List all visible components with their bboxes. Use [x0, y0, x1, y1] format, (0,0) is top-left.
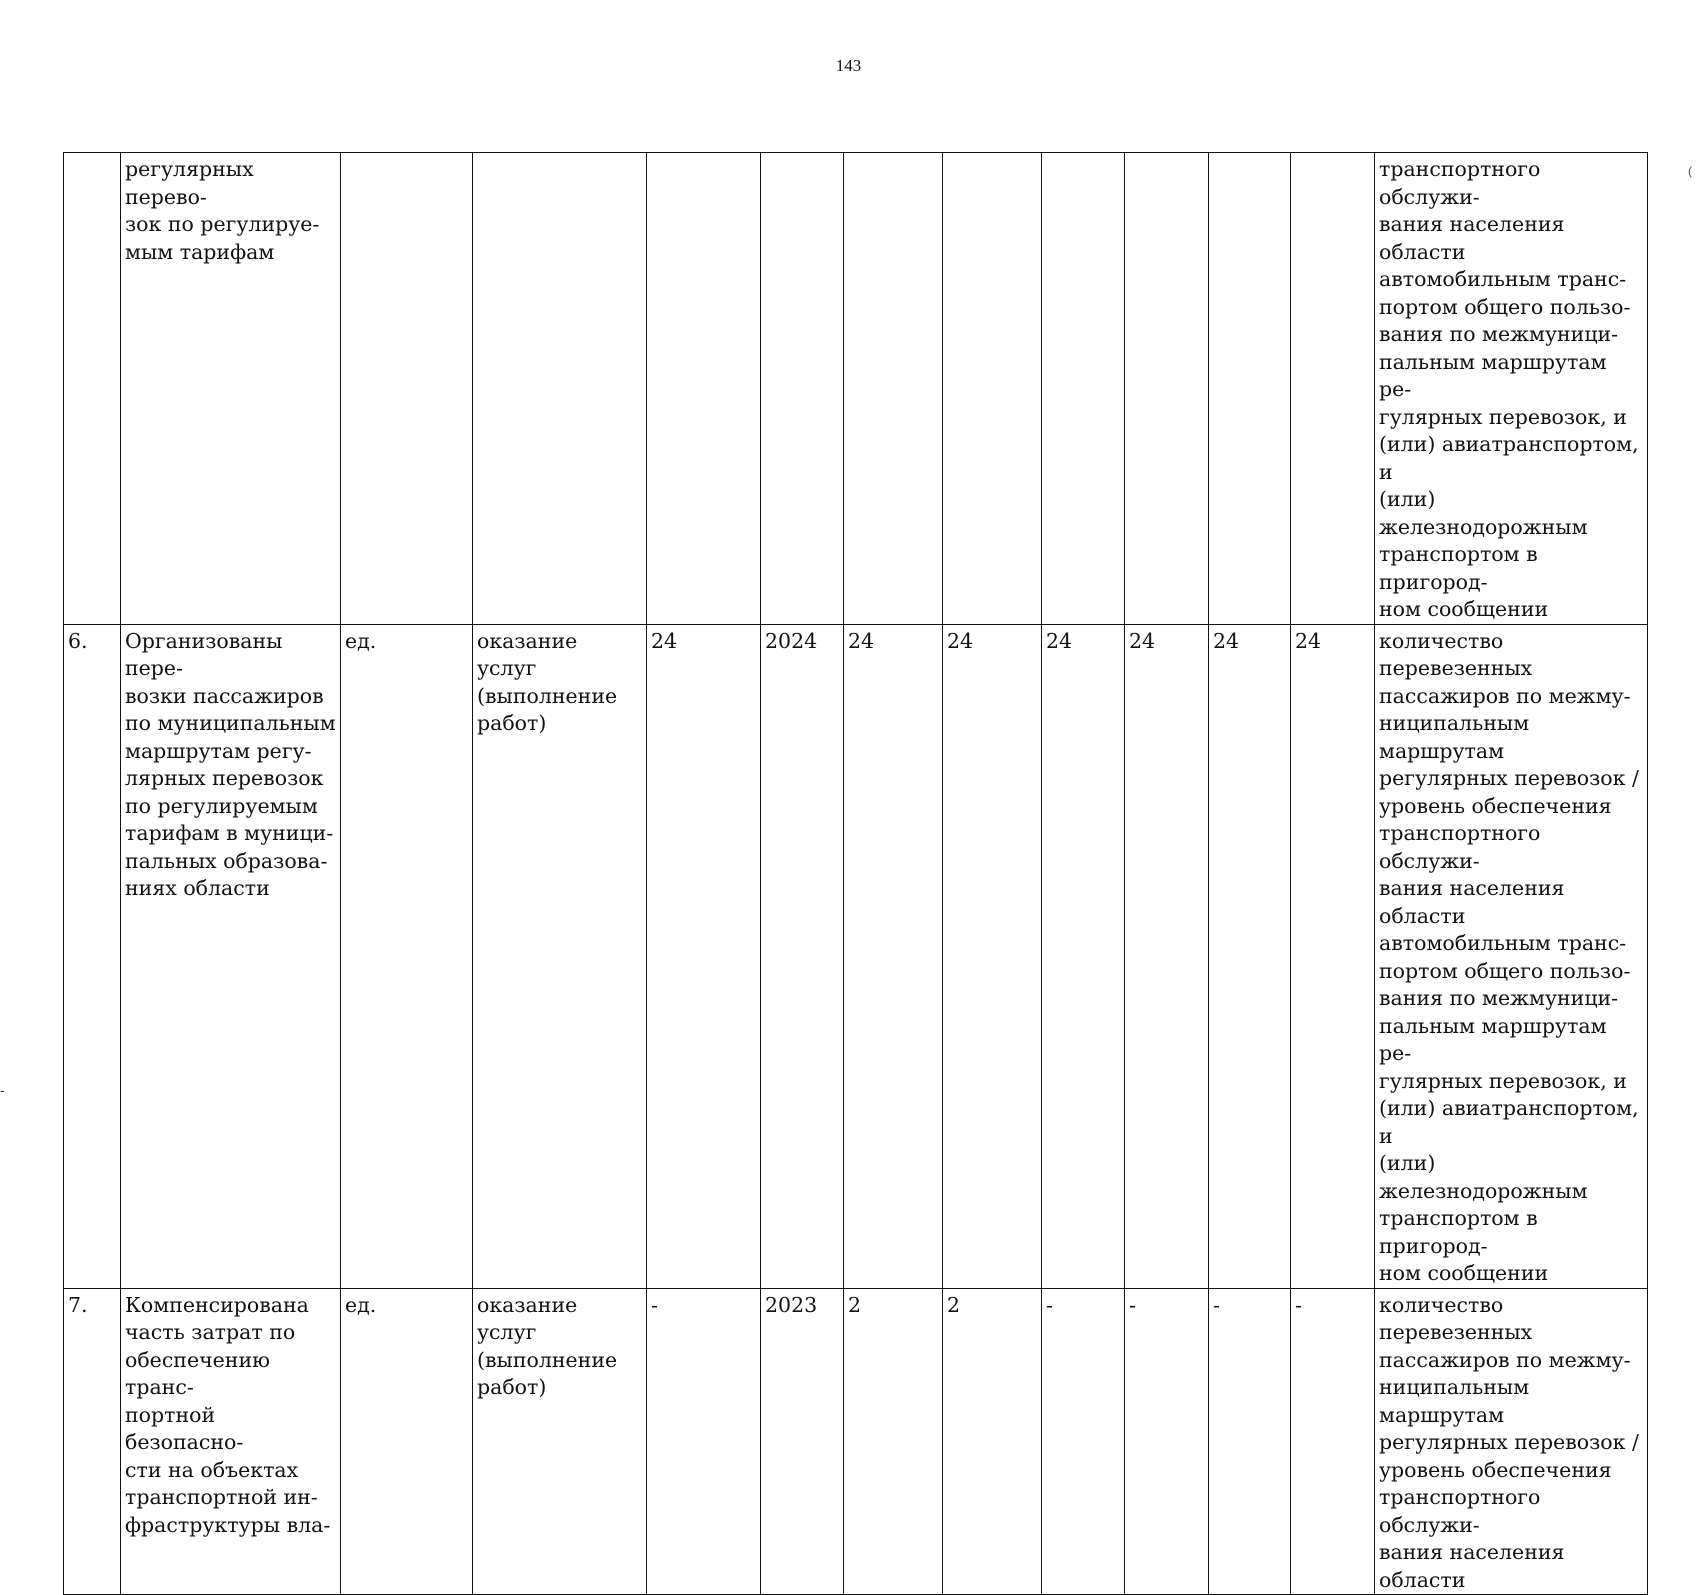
- linked-indicator-cell: транспортного обслужи- вания населения области автомобильным транс- портом общего пользо- вания по межмуници- пальным маршрутам ре- гулярных перевозок, и (или) авиатранспортом, и (или) железнодорожным транспортом в пригород- ном сообщении: [1375, 153, 1648, 625]
- table-row: [64, 153, 1648, 625]
- base-year-cell: [761, 153, 844, 625]
- margin-mark: -: [0, 1082, 5, 1098]
- value-cell-3: [1042, 153, 1125, 625]
- value-cell-1: [844, 153, 943, 625]
- result-type-cell: [473, 153, 647, 625]
- row-number-cell: 7.: [64, 1288, 121, 1595]
- value-cell-5: [1209, 153, 1291, 625]
- base-year-cell: 2023: [761, 1288, 844, 1595]
- row-number-cell: 6.: [64, 624, 121, 1288]
- page-number: 143: [835, 56, 862, 75]
- result-name-cell: Компенсирована часть затрат по обеспечению транс- портной безопасно- сти на объектах транспортной ин- фраструктуры вла-: [121, 1288, 341, 1595]
- unit-cell: ед.: [341, 624, 473, 1288]
- result-type-cell: оказание услуг (выполнение работ): [473, 624, 647, 1288]
- result-name-cell: регулярных перево- зок по регулируе- мым тарифам: [121, 153, 341, 625]
- scan-edge-mark: (: [1688, 164, 1692, 178]
- result-name-cell: Организованы пере- возки пассажиров по муниципальным маршрутам регу- лярных перевозок по регулируемым тарифам в муници- пальных образова- ниях области: [121, 624, 341, 1288]
- value-cell-4: 24: [1125, 624, 1209, 1288]
- row-number-cell: [64, 153, 121, 625]
- linked-indicator-cell: количество перевезенных пассажиров по межму- ниципальным маршрутам регулярных перевозок / уровень обеспечения транспортного обслужи- вания населения области автомобильным транс- портом общего пользо- вания по межмуници- пальным маршрутам ре- гулярных перевозок, и (или) авиатранспортом, и (или) железнодорожным транспортом в пригород- ном сообщении: [1375, 624, 1648, 1288]
- value-cell-1: 24: [844, 624, 943, 1288]
- value-cell-2: 2: [943, 1288, 1042, 1595]
- value-cell-6: [1291, 153, 1375, 625]
- table-row: [64, 1288, 1648, 1595]
- base-value-cell: -: [647, 1288, 761, 1595]
- linked-indicator-cell: количество перевезенных пассажиров по межму- ниципальным маршрутам регулярных перевозок / уровень обеспечения транспортного обслужи- вания населения области: [1375, 1288, 1648, 1595]
- indicators-table: [63, 152, 1648, 1595]
- value-cell-5: -: [1209, 1288, 1291, 1595]
- base-value-cell: 24: [647, 624, 761, 1288]
- base-value-cell: [647, 153, 761, 625]
- result-type-cell: оказание услуг (выполнение работ): [473, 1288, 647, 1595]
- value-cell-4: [1125, 153, 1209, 625]
- table-row: [64, 624, 1648, 1288]
- value-cell-2: [943, 153, 1042, 625]
- unit-cell: ед.: [341, 1288, 473, 1595]
- value-cell-3: -: [1042, 1288, 1125, 1595]
- unit-cell: [341, 153, 473, 625]
- value-cell-2: 24: [943, 624, 1042, 1288]
- value-cell-1: 2: [844, 1288, 943, 1595]
- value-cell-6: 24: [1291, 624, 1375, 1288]
- base-year-cell: 2024: [761, 624, 844, 1288]
- value-cell-5: 24: [1209, 624, 1291, 1288]
- value-cell-6: -: [1291, 1288, 1375, 1595]
- value-cell-3: 24: [1042, 624, 1125, 1288]
- value-cell-4: -: [1125, 1288, 1209, 1595]
